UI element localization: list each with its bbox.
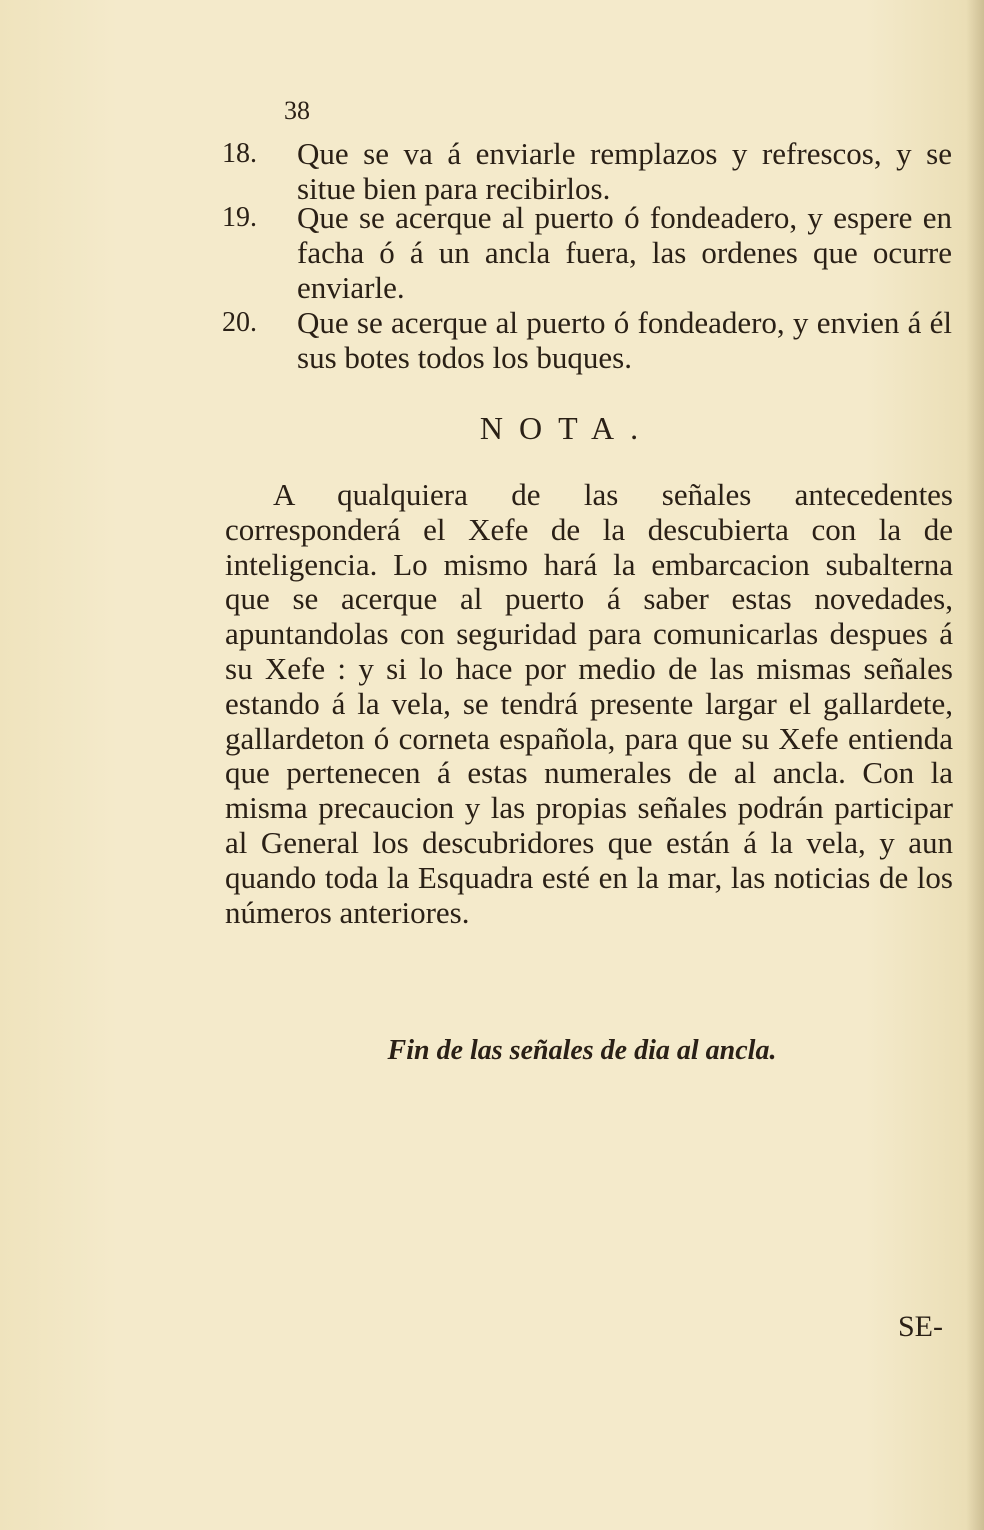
entry-text: Que se va á enviarle remplazos y refrescos, y se situe bien para recibirlos.: [297, 136, 952, 206]
section-heading: NOTA.: [479, 410, 655, 446]
entry-text: Que se acerque al puerto ó fondeadero, y espere en facha ó á un ancla fuera, las ordenes que ocurre enviarle.: [297, 200, 952, 305]
catchword: SE-: [898, 1310, 943, 1343]
entry-number: 20.: [222, 307, 257, 338]
entry-number: 19.: [222, 202, 257, 233]
entry-number: 18.: [222, 138, 257, 169]
note-paragraph: A qualquiera de las señales antecedentes corresponderá el Xefe de la descubierta con la de inteligencia. Lo mismo hará la embarcacion subalterna que se acerque al puerto á saber estas novedades, apuntandolas con seguridad para comunicarlas despues á su Xefe : y si lo hace por medio de las mismas señales estando á la vela, se tendrá presente largar el gallardete, gallardeton ó corneta española, para que su Xefe entienda que pertenecen á estas numerales de al ancla. Con la misma precaucion y las propias señales podrán participar al General los descubridores que están á la vela, y aun quando toda la Esquadra esté en la mar, las noticias de los números anteriores.: [225, 477, 953, 930]
signal-entry-20: [222, 305, 952, 375]
page-number: 38: [284, 96, 310, 125]
section-end-note: Fin de las señales de dia al ancla.: [387, 1035, 777, 1066]
signal-entry-18: [222, 136, 952, 206]
page-edge-shadow: [966, 0, 984, 1530]
signal-entry-19: [222, 200, 952, 305]
entry-text: Que se acerque al puerto ó fondeadero, y envien á él sus botes todos los buques.: [297, 305, 952, 375]
